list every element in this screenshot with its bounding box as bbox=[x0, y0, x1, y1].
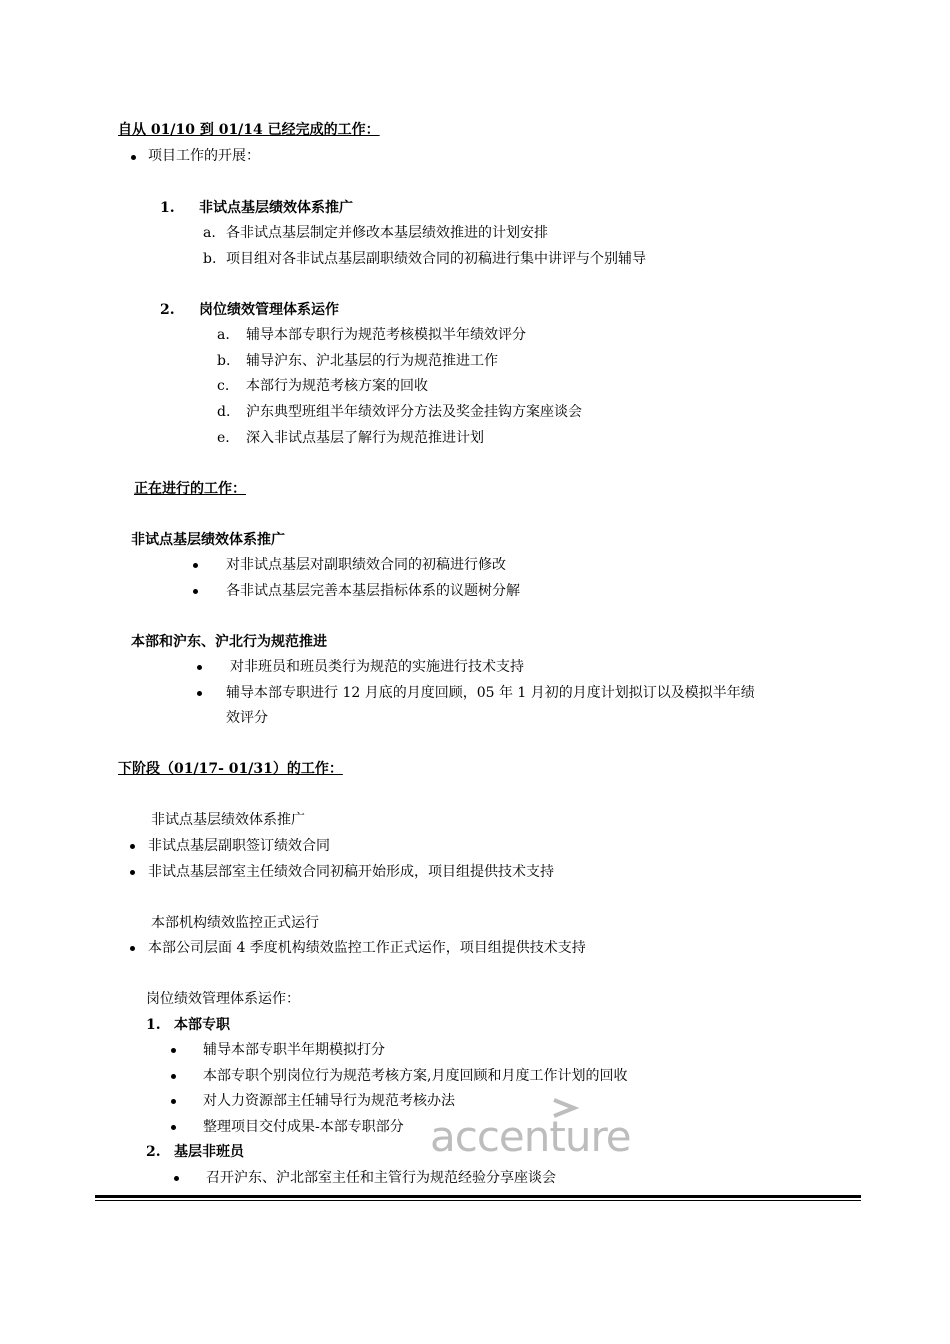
group-title: 岗位绩效管理体系运作 bbox=[199, 302, 339, 318]
sub-title: 本部专职 bbox=[174, 1017, 230, 1033]
bullet-dot bbox=[130, 844, 135, 849]
ongoing-group-title: 本部和沪东、沪北行为规范推进 bbox=[131, 634, 327, 650]
sub-number: 2. bbox=[146, 1144, 161, 1160]
ongoing-group-title: 非试点基层绩效体系推广 bbox=[131, 532, 285, 548]
bullet-dot bbox=[197, 691, 202, 696]
item-text: 本部行为规范考核方案的回收 bbox=[246, 378, 428, 394]
item-text: 辅导本部专职行为规范考核模拟半年绩效评分 bbox=[246, 327, 526, 343]
next-item: 非试点基层部室主任绩效合同初稿开始形成，项目组提供技术支持 bbox=[148, 864, 554, 880]
accenture-logo bbox=[430, 1098, 645, 1164]
item-letter: c. bbox=[217, 378, 230, 394]
bullet-dot bbox=[130, 870, 135, 875]
item-text: 项目组对各非试点基层副职绩效合同的初稿进行集中讲评与个别辅导 bbox=[226, 251, 646, 267]
bullet-dot bbox=[171, 1099, 176, 1104]
next-group-title: 本部机构绩效监控正式运行 bbox=[151, 915, 319, 931]
item-letter: d. bbox=[217, 404, 231, 420]
sub-item: 整理项目交付成果-本部专职部分 bbox=[203, 1119, 404, 1135]
sub-title: 基层非班员 bbox=[174, 1144, 244, 1160]
bullet-dot bbox=[193, 589, 198, 594]
sub-number: 1. bbox=[146, 1017, 161, 1033]
next-item: 非试点基层副职签订绩效合同 bbox=[148, 838, 330, 854]
section-next-title: 下阶段（01/17- 01/31）的工作： bbox=[118, 761, 343, 777]
logo-text: accenture bbox=[430, 1112, 631, 1161]
next-group-title: 岗位绩效管理体系运作： bbox=[146, 991, 300, 1007]
bullet-dot bbox=[197, 665, 202, 670]
footer-rule-thick bbox=[95, 1195, 861, 1198]
ongoing-item: 对非试点基层对副职绩效合同的初稿进行修改 bbox=[226, 557, 506, 573]
group-number: 2. bbox=[160, 302, 175, 318]
next-group-title: 非试点基层绩效体系推广 bbox=[151, 812, 305, 828]
bullet-dot bbox=[131, 155, 136, 160]
bullet-dot bbox=[171, 1048, 176, 1053]
group-title: 非试点基层绩效体系推广 bbox=[199, 200, 353, 216]
bullet-dot bbox=[171, 1074, 176, 1079]
item-text: 深入非试点基层了解行为规范推进计划 bbox=[246, 430, 484, 446]
item-letter: b. bbox=[217, 353, 231, 369]
next-item: 本部公司层面 4 季度机构绩效监控工作正式运作，项目组提供技术支持 bbox=[148, 940, 586, 956]
sub-item: 对人力资源部主任辅导行为规范考核办法 bbox=[203, 1093, 455, 1109]
ongoing-item: 各非试点基层完善本基层指标体系的议题树分解 bbox=[226, 583, 520, 599]
item-letter: a. bbox=[217, 327, 230, 343]
ongoing-item-line1: 辅导本部专职进行 12 月底的月度回顾，05 年 1 月初的月度计划拟订以及模拟半年绩 bbox=[226, 685, 755, 701]
bullet-dot bbox=[193, 563, 198, 568]
footer-rule-thin bbox=[95, 1200, 861, 1201]
sub-item: 召开沪东、沪北部室主任和主管行为规范经验分享座谈会 bbox=[206, 1170, 556, 1186]
item-letter: e. bbox=[217, 430, 230, 446]
sub-item: 本部专职个别岗位行为规范考核方案,月度回顾和月度工作计划的回收 bbox=[203, 1068, 628, 1084]
ongoing-item-line2: 效评分 bbox=[226, 710, 268, 726]
section-completed-title: 自从 01/10 到 01/14 已经完成的工作： bbox=[118, 122, 380, 138]
item-text: 沪东典型班组半年绩效评分方法及奖金挂钩方案座谈会 bbox=[246, 404, 582, 420]
ongoing-item: 对非班员和班员类行为规范的实施进行技术支持 bbox=[230, 659, 524, 675]
sub-item: 辅导本部专职半年期模拟打分 bbox=[203, 1042, 385, 1058]
item-text: 辅导沪东、沪北基层的行为规范推进工作 bbox=[246, 353, 498, 369]
bullet-dot bbox=[174, 1176, 179, 1181]
bullet-dot bbox=[171, 1125, 176, 1130]
item-text: 各非试点基层制定并修改本基层绩效推进的计划安排 bbox=[226, 225, 548, 241]
completed-bullet-text: 项目工作的开展： bbox=[148, 148, 260, 164]
group-number: 1. bbox=[160, 200, 175, 216]
item-letter: b. bbox=[203, 251, 217, 267]
item-letter: a. bbox=[203, 225, 216, 241]
section-ongoing-title: 正在进行的工作： bbox=[134, 481, 246, 497]
bullet-dot bbox=[130, 946, 135, 951]
